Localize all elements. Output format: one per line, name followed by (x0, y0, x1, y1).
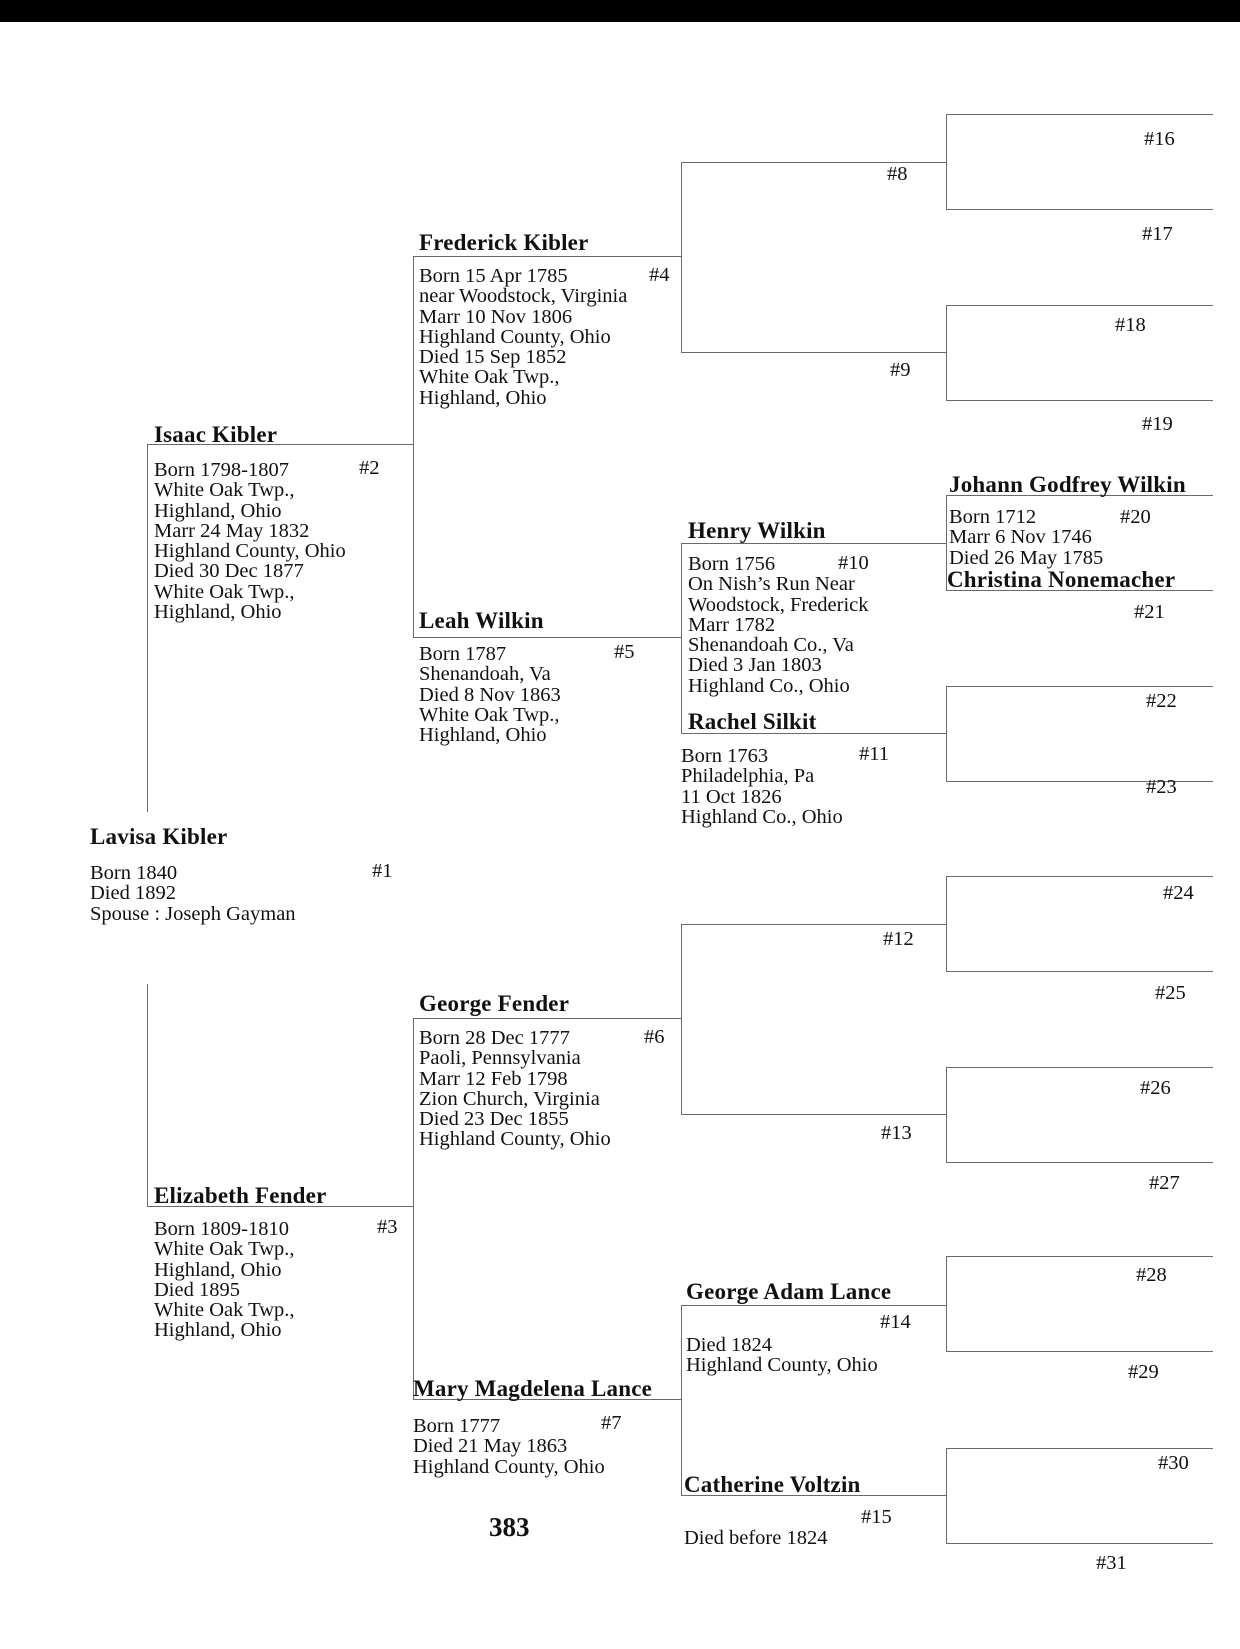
detail-line: 11 Oct 1826 (681, 785, 782, 808)
detail-line: Born 1840 (90, 862, 178, 884)
detail-line: Marr 6 Nov 1746 (949, 526, 1092, 549)
detail-line: Born 15 Apr 1785 (419, 265, 568, 287)
person-20-details (949, 507, 1103, 568)
detail-line: White Oak Twp., (419, 703, 560, 726)
detail-line: Highland Co., Ohio (688, 674, 850, 697)
person-17-number: #17 (1142, 223, 1173, 245)
detail-line: Marr 1782 (688, 613, 776, 636)
detail-line: White Oak Twp., (154, 479, 295, 502)
connector-2 (413, 256, 414, 637)
person-23-number: #23 (1146, 776, 1177, 798)
detail-line: Died 21 May 1863 (413, 1435, 568, 1458)
person-28-number: #28 (1136, 1264, 1167, 1286)
detail-line: Spouse : Joseph Gayman (90, 902, 296, 925)
detail-line: Died 30 Dec 1877 (154, 560, 304, 583)
connector-15 (946, 1448, 947, 1543)
person-6-number: #6 (644, 1026, 665, 1048)
detail-line: Highland Co., Ohio (681, 805, 843, 828)
person-1-details (90, 863, 296, 924)
person-3-name: Elizabeth Fender (154, 1183, 327, 1208)
person-4-name: Frederick Kibler (419, 230, 589, 255)
person-6-details (419, 1028, 611, 1150)
detail-line: White Oak Twp., (154, 1238, 295, 1261)
person-2-details (154, 460, 346, 622)
detail-line: White Oak Twp., (419, 366, 560, 389)
detail-line: Highland County, Ohio (419, 325, 611, 348)
detail-line: Born 1763 (681, 745, 769, 767)
detail-line: Highland, Ohio (154, 1258, 282, 1281)
person-16-number: #16 (1144, 128, 1175, 150)
connector-12 (946, 876, 947, 971)
person-1-number: #1 (372, 860, 393, 882)
person-25-number: #25 (1155, 982, 1186, 1004)
detail-line: Highland, Ohio (419, 724, 547, 747)
person-13-number: #13 (881, 1122, 912, 1144)
person-6-name: George Fender (419, 991, 570, 1016)
person-12-number: #12 (883, 928, 914, 950)
line-28 (946, 1256, 1213, 1257)
person-24-number: #24 (1163, 882, 1194, 904)
person-19-number: #19 (1142, 413, 1173, 435)
person-27-number: #27 (1149, 1172, 1180, 1194)
person-20-name: Johann Godfrey Wilkin (949, 472, 1186, 497)
detail-line: Zion Church, Virginia (419, 1087, 600, 1110)
person-15-details (684, 1528, 827, 1548)
person-5-name: Leah Wilkin (419, 608, 544, 633)
detail-line: Marr 10 Nov 1806 (419, 305, 573, 328)
person-1-name: Lavisa Kibler (90, 824, 228, 849)
person-4-details (419, 266, 627, 408)
person-15-number: #15 (861, 1506, 892, 1528)
detail-line: Paoli, Pennsylvania (419, 1047, 581, 1070)
line-30 (946, 1448, 1213, 1449)
person-2-name: Isaac Kibler (154, 422, 278, 447)
person-7-name: Mary Magdelena Lance (413, 1376, 653, 1401)
person-7-number: #7 (601, 1412, 622, 1434)
detail-line: Born 1712 (949, 506, 1037, 528)
underline-5 (413, 637, 681, 638)
detail-line: Born 1809-1810 (154, 1218, 289, 1240)
connector-7 (681, 1305, 682, 1495)
person-20-number: #20 (1120, 506, 1151, 528)
person-22-number: #22 (1146, 690, 1177, 712)
detail-line: Died 1824 (686, 1334, 772, 1356)
detail-line: Highland County, Ohio (419, 1128, 611, 1151)
detail-line: Marr 24 May 1832 (154, 519, 310, 542)
detail-line: Died 1895 (154, 1278, 240, 1301)
person-14-name: George Adam Lance (686, 1279, 892, 1304)
underline-6 (413, 1018, 681, 1019)
detail-line: Shenandoah Co., Va (688, 634, 854, 657)
line-12 (681, 924, 946, 925)
person-3-details (154, 1219, 295, 1341)
person-26-number: #26 (1140, 1077, 1171, 1099)
detail-line: Born 1777 (413, 1415, 501, 1437)
person-7-details (413, 1416, 605, 1477)
detail-line: Highland, Ohio (154, 499, 282, 522)
person-10-details (688, 554, 869, 696)
line-26 (946, 1067, 1213, 1068)
connector-1-down (147, 984, 148, 1206)
line-31 (946, 1543, 1213, 1544)
person-15-name: Catherine Voltzin (684, 1472, 861, 1497)
detail-line: White Oak Twp., (154, 1299, 295, 1322)
detail-line: Highland, Ohio (419, 386, 547, 409)
detail-line: Woodstock, Frederick (688, 593, 869, 616)
page-number: 383 (489, 1512, 530, 1542)
line-9 (681, 352, 946, 353)
person-14-number: #14 (880, 1311, 911, 1333)
detail-line: Died 3 Jan 1803 (688, 654, 822, 677)
line-27 (946, 1162, 1213, 1163)
line-19 (946, 400, 1213, 401)
connector-13 (946, 1067, 947, 1162)
detail-line: Highland County, Ohio (154, 540, 346, 563)
detail-line: On Nish’s Run Near (688, 573, 855, 596)
person-5-details (419, 644, 561, 745)
connector-6 (681, 924, 682, 1114)
connector-9 (946, 305, 947, 400)
person-3-number: #3 (377, 1216, 398, 1238)
connector-8 (946, 114, 947, 209)
connector-4 (681, 162, 682, 352)
detail-line: Born 1787 (419, 643, 507, 665)
line-25 (946, 971, 1213, 972)
connector-5 (681, 543, 682, 733)
person-2-number: #2 (359, 457, 380, 479)
underline-14 (681, 1305, 946, 1306)
person-8-number: #8 (887, 163, 908, 185)
detail-line: Born 1756 (688, 553, 776, 575)
detail-line: Philadelphia, Pa (681, 765, 815, 788)
connector-11 (946, 686, 947, 781)
detail-line: near Woodstock, Virginia (419, 285, 628, 308)
detail-line: Died 1892 (90, 882, 176, 905)
connector-3 (413, 1018, 414, 1399)
person-10-name: Henry Wilkin (688, 518, 826, 543)
detail-line: Died 23 Dec 1855 (419, 1108, 569, 1131)
person-10-number: #10 (838, 552, 869, 574)
detail-line: Born 1798-1807 (154, 459, 289, 481)
detail-line: Died before 1824 (684, 1527, 828, 1549)
scan-top-border (0, 0, 1240, 22)
person-11-details (681, 746, 843, 827)
person-9-number: #9 (890, 359, 911, 381)
detail-line: Born 28 Dec 1777 (419, 1027, 570, 1049)
detail-line: Marr 12 Feb 1798 (419, 1067, 568, 1090)
line-16 (946, 114, 1213, 115)
line-24 (946, 876, 1213, 877)
person-14-details (686, 1335, 878, 1376)
line-18 (946, 305, 1213, 306)
connector-14 (946, 1256, 947, 1351)
detail-line: Died 26 May 1785 (949, 546, 1104, 569)
person-5-number: #5 (614, 641, 635, 663)
person-18-number: #18 (1115, 314, 1146, 336)
person-21-name: Christina Nonemacher (947, 567, 1176, 592)
person-31-number: #31 (1096, 1552, 1127, 1574)
connector-1-up (147, 444, 148, 812)
person-30-number: #30 (1158, 1452, 1189, 1474)
detail-line: Highland, Ohio (154, 601, 282, 624)
detail-line: White Oak Twp., (154, 580, 295, 603)
person-29-number: #29 (1128, 1361, 1159, 1383)
detail-line: Highland, Ohio (154, 1319, 282, 1342)
detail-line: Highland County, Ohio (686, 1354, 878, 1377)
detail-line: Highland County, Ohio (413, 1455, 605, 1478)
line-17 (946, 209, 1213, 210)
underline-4 (413, 256, 681, 257)
detail-line: Shenandoah, Va (419, 663, 551, 686)
line-13 (681, 1114, 946, 1115)
person-4-number: #4 (649, 264, 670, 286)
person-21-number: #21 (1134, 601, 1165, 623)
person-11-number: #11 (859, 743, 889, 765)
detail-line: Died 15 Sep 1852 (419, 346, 567, 369)
line-29 (946, 1351, 1213, 1352)
person-11-name: Rachel Silkit (688, 709, 817, 734)
line-22 (946, 686, 1213, 687)
detail-line: Died 8 Nov 1863 (419, 683, 561, 706)
